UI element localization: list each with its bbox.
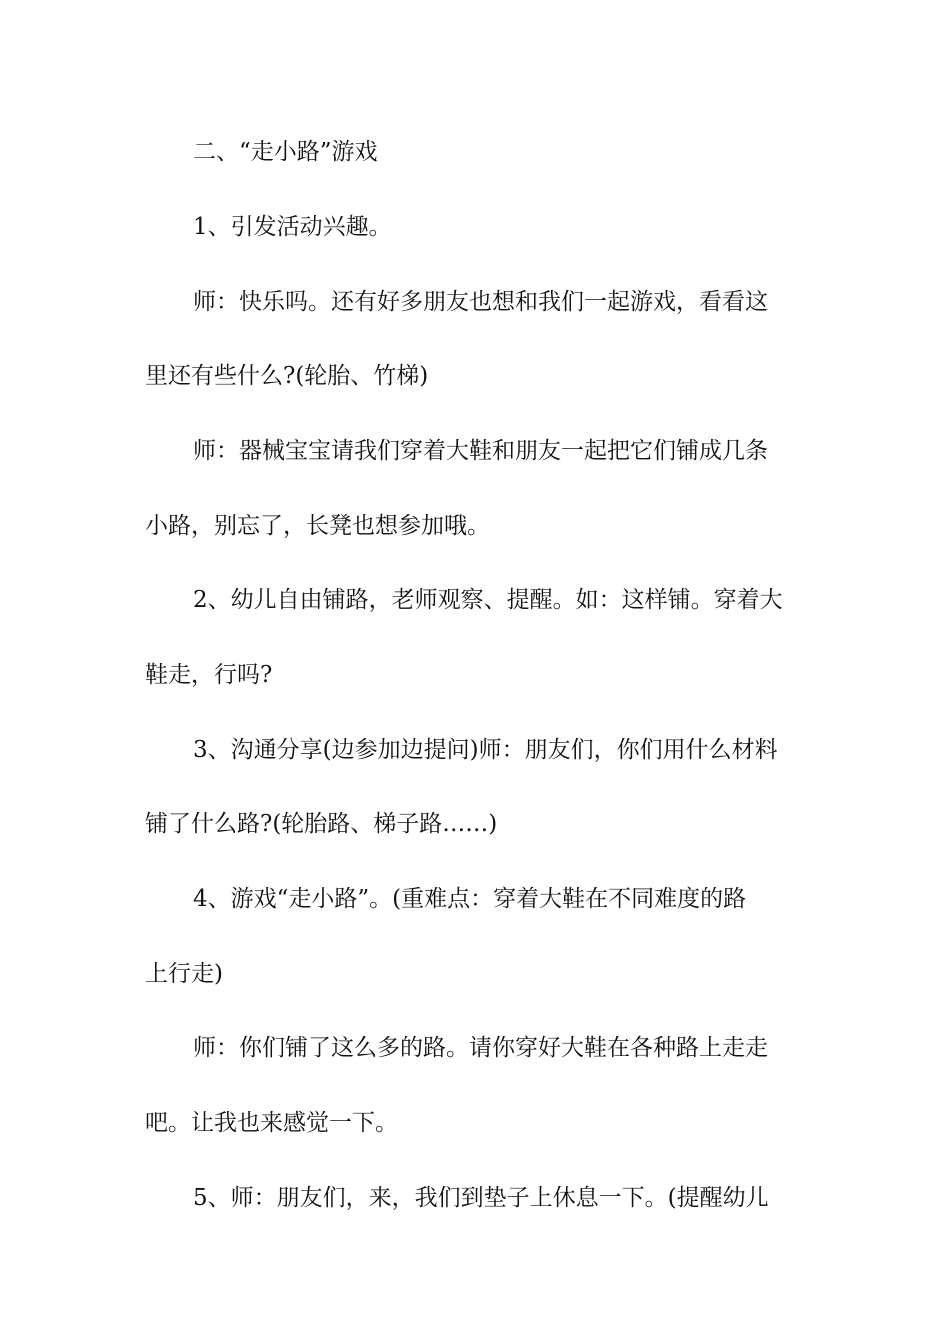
- paragraph-line: 铺了什么路?(轮胎路、梯子路……): [145, 811, 498, 837]
- paragraph-line: 5、师：朋友们，来，我们到垫子上休息一下。(提醒幼儿: [193, 1185, 769, 1211]
- paragraph-line: 鞋走，行吗?: [145, 662, 273, 688]
- paragraph-line: 2、幼儿自由铺路，老师观察、提醒。如：这样铺。穿着大: [193, 587, 783, 613]
- paragraph-line: 师：快乐吗。还有好多朋友也想和我们一起游戏，看看这: [193, 289, 768, 315]
- paragraph-line: 里还有些什么?(轮胎、竹梯): [145, 363, 429, 389]
- section-heading: 二、“走小路”游戏: [193, 139, 378, 165]
- paragraph-line: 3、沟通分享(边参加边提问)师：朋友们，你们用什么材料: [193, 737, 778, 763]
- paragraph-line: 1、引发活动兴趣。: [193, 214, 392, 240]
- paragraph-line: 4、游戏“走小路”。(重难点：穿着大鞋在不同难度的路: [193, 886, 747, 912]
- paragraph-line: 师：器械宝宝请我们穿着大鞋和朋友一起把它们铺成几条: [193, 438, 768, 464]
- paragraph-line: 吧。让我也来感觉一下。: [145, 1110, 398, 1136]
- paragraph-line: 师：你们铺了这么多的路。请你穿好大鞋在各种路上走走: [193, 1035, 768, 1061]
- paragraph-line: 上行走): [145, 961, 223, 987]
- paragraph-line: 小路，别忘了，长凳也想参加哦。: [145, 513, 490, 539]
